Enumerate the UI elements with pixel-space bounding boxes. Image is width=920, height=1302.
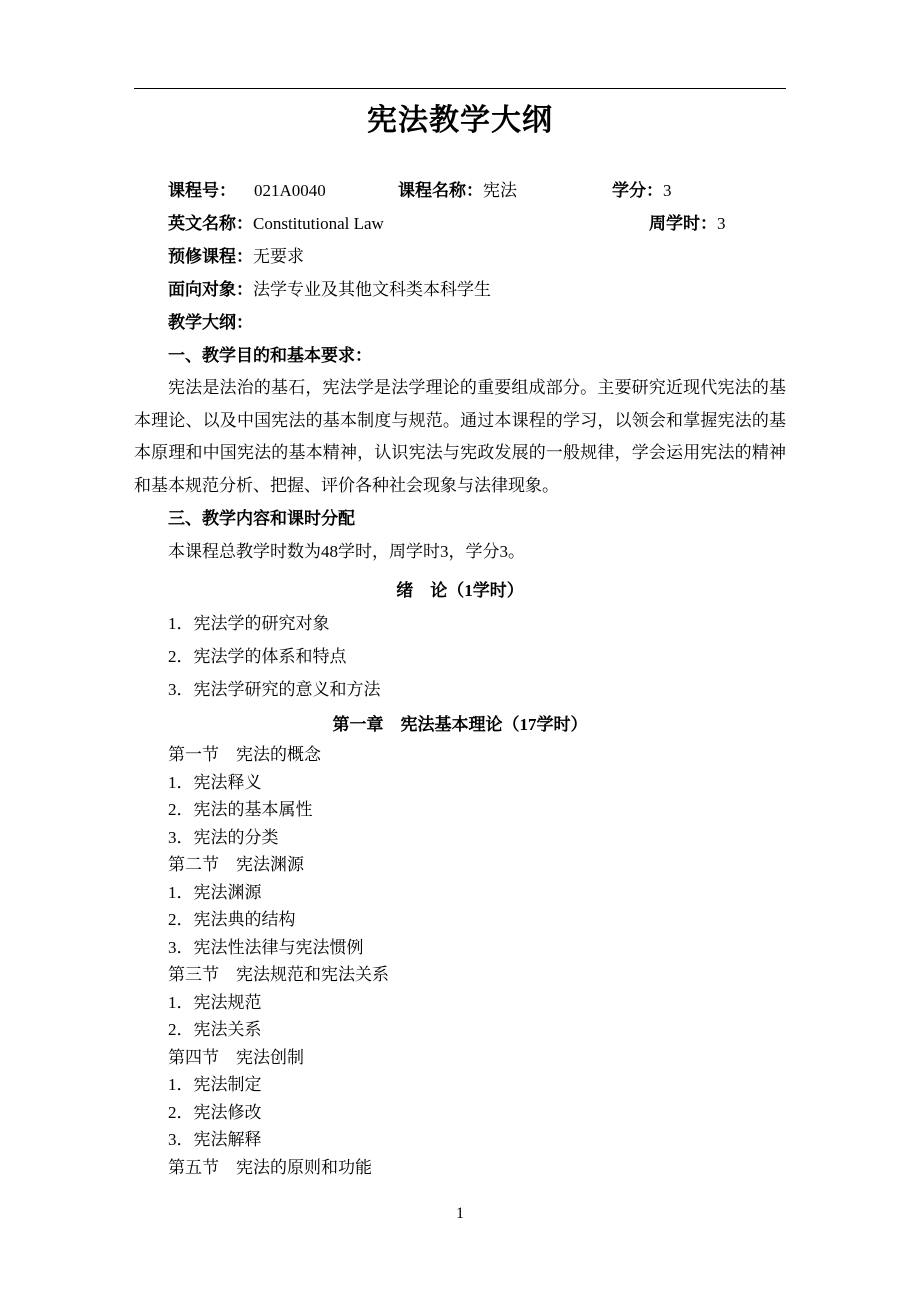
list-item: 2．宪法修改	[168, 1102, 262, 1122]
audience-label: 面向对象：	[168, 280, 253, 299]
list-item: 1．宪法规范	[168, 992, 262, 1012]
objectives-paragraph: 宪法是法治的基石，宪法学是法学理论的重要组成部分。主要研究近现代宪法的基本理论、以及中国宪法的基本制度与规范。通过本课程的学习，以领会和掌握宪法的基本原理和中国宪法的基本精神，认识宪法与宪政发展的一般规律，学会运用宪法的精神和基本规范分析、把握、评价各种社会现象与法律现象。	[134, 378, 786, 495]
prereq-value: 无要求	[253, 247, 304, 266]
course-no-label: 课程号：	[168, 181, 236, 200]
course-name-value: 宪法	[483, 181, 517, 200]
credits-value: 3	[663, 181, 672, 200]
list-item: 第一节 宪法的概念	[168, 745, 321, 764]
page-number: 1	[456, 1205, 464, 1222]
intro-chapter-title: 绪 论（1学时）	[396, 581, 524, 600]
english-name-label: 英文名称：	[168, 214, 253, 233]
course-meta-block	[134, 174, 786, 339]
list-item: 3．宪法学研究的意义和方法	[168, 680, 381, 699]
list-item: 1．宪法制定	[168, 1075, 262, 1094]
credits-group	[612, 174, 672, 207]
chapter1-title: 第一章 宪法基本理论（17学时）	[332, 715, 588, 734]
weekly-hours-group	[649, 207, 726, 240]
list-item: 第二节 宪法渊源	[168, 855, 304, 874]
list-item: 3．宪法的分类	[168, 827, 279, 847]
objectives-heading: 一、教学目的和基本要求：	[168, 346, 372, 365]
weekly-hours-label: 周学时：	[649, 214, 717, 233]
list-item: 2．宪法学的体系和特点	[168, 647, 347, 666]
list-item: 1．宪法释义	[168, 772, 262, 792]
prereq-group	[168, 240, 304, 273]
list-item: 2．宪法典的结构	[168, 910, 296, 929]
list-item: 1．宪法学的研究对象	[168, 614, 330, 633]
schedule-heading: 三、教学内容和课时分配	[168, 509, 355, 528]
meta-row-english	[134, 207, 786, 240]
intro-chapter-list	[134, 607, 786, 706]
list-item: 3．宪法解释	[168, 1130, 262, 1149]
page-title: 宪法教学大纲	[367, 104, 553, 137]
english-name-group	[168, 207, 649, 240]
meta-row-outline	[134, 306, 786, 339]
list-item: 1．宪法渊源	[168, 882, 262, 902]
schedule-intro: 本课程总教学时数为48学时，周学时3，学分3。	[168, 542, 525, 561]
list-item: 3．宪法性法律与宪法惯例	[168, 937, 364, 957]
course-no-group	[168, 174, 398, 207]
list-item: 2．宪法关系	[168, 1020, 262, 1039]
list-item: 第三节 宪法规范和宪法关系	[168, 965, 389, 984]
course-no-value: 021A0040	[254, 181, 326, 200]
credits-label: 学分：	[612, 181, 663, 200]
meta-row-prereq	[134, 240, 786, 273]
prereq-label: 预修课程：	[168, 247, 253, 266]
list-item: 2．宪法的基本属性	[168, 800, 313, 819]
course-name-group	[398, 174, 612, 207]
course-name-label: 课程名称：	[398, 181, 483, 200]
meta-row-audience	[134, 273, 786, 306]
list-item: 第四节 宪法创制	[168, 1047, 304, 1067]
outline-label: 教学大纲：	[168, 313, 253, 332]
weekly-hours-value: 3	[717, 214, 726, 233]
chapter1-list	[134, 741, 786, 1181]
meta-row-course	[134, 174, 786, 207]
audience-value: 法学专业及其他文科类本科学生	[253, 280, 491, 299]
document-body	[134, 0, 786, 1181]
outline-group	[168, 306, 253, 339]
english-name-value: Constitutional Law	[253, 214, 384, 233]
audience-group	[168, 273, 491, 306]
list-item: 第五节 宪法的原则和功能	[168, 1157, 372, 1177]
